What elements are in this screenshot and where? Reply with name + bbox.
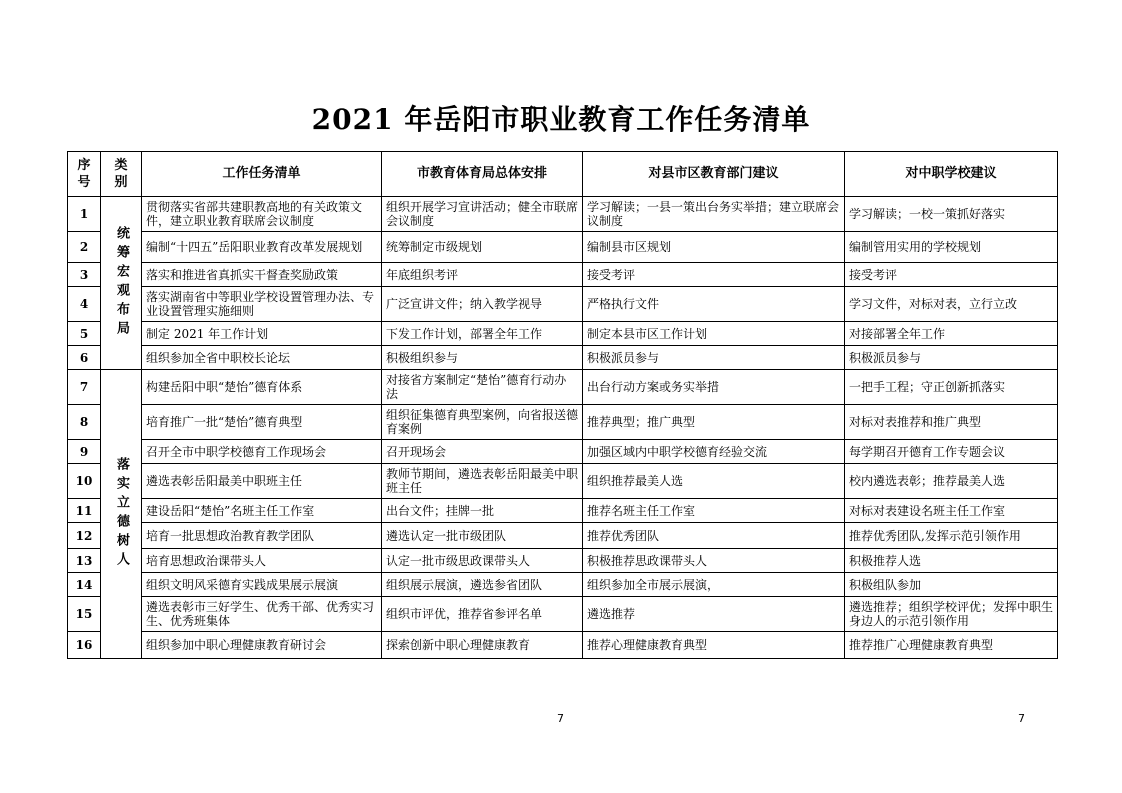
task-cell: 组织参加中职心理健康教育研讨会 bbox=[142, 632, 382, 659]
school-suggestion-cell: 遴选推荐；组织学校评优；发挥中职生身边人的示范引领作用 bbox=[845, 597, 1058, 632]
row-number: 8 bbox=[68, 405, 101, 440]
county-suggestion-cell: 加强区域内中职学校德育经验交流 bbox=[583, 440, 845, 464]
document-title: 2021 年岳阳市职业教育工作任务清单 bbox=[311, 103, 811, 136]
task-cell: 编制“十四五”岳阳职业教育改革发展规划 bbox=[142, 232, 382, 263]
row-number: 11 bbox=[68, 499, 101, 523]
table-row bbox=[68, 232, 1058, 263]
city-arrangement-cell: 探索创新中职心理健康教育 bbox=[382, 632, 583, 659]
task-cell: 遴选表彰市三好学生、优秀干部、优秀实习生、优秀班集体 bbox=[142, 597, 382, 632]
header-city: 市教育体育局总体安排 bbox=[382, 152, 583, 197]
school-suggestion-cell: 积极组队参加 bbox=[845, 573, 1058, 597]
task-cell: 落实湖南省中等职业学校设置管理办法、专业设置管理实施细则 bbox=[142, 287, 382, 322]
table-row bbox=[68, 197, 1058, 232]
county-suggestion-cell: 制定本县市区工作计划 bbox=[583, 322, 845, 346]
task-cell: 培育一批思想政治教育教学团队 bbox=[142, 523, 382, 549]
city-arrangement-cell: 年底组织考评 bbox=[382, 263, 583, 287]
table-header-row bbox=[68, 152, 1058, 197]
county-suggestion-cell: 推荐名班主任工作室 bbox=[583, 499, 845, 523]
task-cell: 构建岳阳中职“楚怡”德育体系 bbox=[142, 370, 382, 405]
header-county: 对县市区教育部门建议 bbox=[583, 152, 845, 197]
city-arrangement-cell: 统筹制定市级规划 bbox=[382, 232, 583, 263]
task-cell: 召开全市中职学校德育工作现场会 bbox=[142, 440, 382, 464]
row-number: 9 bbox=[68, 440, 101, 464]
county-suggestion-cell: 推荐心理健康教育典型 bbox=[583, 632, 845, 659]
task-cell: 培育推广一批“楚怡”德育典型 bbox=[142, 405, 382, 440]
table-row bbox=[68, 346, 1058, 370]
city-arrangement-cell: 召开现场会 bbox=[382, 440, 583, 464]
table-row bbox=[68, 370, 1058, 405]
row-number: 1 bbox=[68, 197, 101, 232]
row-number: 16 bbox=[68, 632, 101, 659]
row-number: 12 bbox=[68, 523, 101, 549]
table-row bbox=[68, 440, 1058, 464]
school-suggestion-cell: 校内遴选表彰；推荐最美人选 bbox=[845, 464, 1058, 499]
row-number: 10 bbox=[68, 464, 101, 499]
city-arrangement-cell: 教师节期间，遴选表彰岳阳最美中职班主任 bbox=[382, 464, 583, 499]
table-row bbox=[68, 322, 1058, 346]
city-arrangement-cell: 组织市评优，推荐省参评名单 bbox=[382, 597, 583, 632]
table-row bbox=[68, 263, 1058, 287]
task-cell: 组织参加全省中职校长论坛 bbox=[142, 346, 382, 370]
city-arrangement-cell: 认定一批市级思政课带头人 bbox=[382, 549, 583, 573]
row-number: 6 bbox=[68, 346, 101, 370]
header-school: 对中职学校建议 bbox=[845, 152, 1058, 197]
task-table bbox=[67, 151, 1058, 659]
task-cell: 落实和推进省真抓实干督查奖励政策 bbox=[142, 263, 382, 287]
school-suggestion-cell: 编制管用实用的学校规划 bbox=[845, 232, 1058, 263]
header-category: 类 别 bbox=[101, 152, 142, 197]
county-suggestion-cell: 组织推荐最美人选 bbox=[583, 464, 845, 499]
school-suggestion-cell: 一把手工程；守正创新抓落实 bbox=[845, 370, 1058, 405]
row-number: 3 bbox=[68, 263, 101, 287]
school-suggestion-cell: 对标对表推荐和推广典型 bbox=[845, 405, 1058, 440]
county-suggestion-cell: 遴选推荐 bbox=[583, 597, 845, 632]
task-cell: 建设岳阳“楚怡”名班主任工作室 bbox=[142, 499, 382, 523]
school-suggestion-cell: 积极派员参与 bbox=[845, 346, 1058, 370]
school-suggestion-cell: 对标对表建设名班主任工作室 bbox=[845, 499, 1058, 523]
table-row bbox=[68, 523, 1058, 549]
county-suggestion-cell: 严格执行文件 bbox=[583, 287, 845, 322]
county-suggestion-cell: 积极派员参与 bbox=[583, 346, 845, 370]
category-cell: 统筹宏观布局 bbox=[101, 197, 142, 370]
city-arrangement-cell: 广泛宣讲文件；纳入教学视导 bbox=[382, 287, 583, 322]
school-suggestion-cell: 积极推荐人选 bbox=[845, 549, 1058, 573]
city-arrangement-cell: 对接省方案制定“楚怡”德育行动办法 bbox=[382, 370, 583, 405]
row-number: 14 bbox=[68, 573, 101, 597]
table-row bbox=[68, 632, 1058, 659]
table-row bbox=[68, 549, 1058, 573]
school-suggestion-cell: 推荐优秀团队,发挥示范引领作用 bbox=[845, 523, 1058, 549]
school-suggestion-cell: 推荐推广心理健康教育典型 bbox=[845, 632, 1058, 659]
county-suggestion-cell: 组织参加全市展示展演， bbox=[583, 573, 845, 597]
task-cell: 遴选表彰岳阳最美中职班主任 bbox=[142, 464, 382, 499]
city-arrangement-cell: 出台文件；挂牌一批 bbox=[382, 499, 583, 523]
category-cell: 落实立德树人 bbox=[101, 370, 142, 659]
table-row bbox=[68, 405, 1058, 440]
task-cell: 组织文明风采德育实践成果展示展演 bbox=[142, 573, 382, 597]
table-row bbox=[68, 287, 1058, 322]
city-arrangement-cell: 遴选认定一批市级团队 bbox=[382, 523, 583, 549]
row-number: 5 bbox=[68, 322, 101, 346]
page-number-center: 7 bbox=[557, 712, 564, 725]
task-cell: 制定 2021 年工作计划 bbox=[142, 322, 382, 346]
school-suggestion-cell: 学习解读；一校一策抓好落实 bbox=[845, 197, 1058, 232]
county-suggestion-cell: 积极推荐思政课带头人 bbox=[583, 549, 845, 573]
county-suggestion-cell: 编制县市区规划 bbox=[583, 232, 845, 263]
city-arrangement-cell: 积极组织参与 bbox=[382, 346, 583, 370]
city-arrangement-cell: 组织开展学习宣讲活动；健全市联席会议制度 bbox=[382, 197, 583, 232]
page-number-right: 7 bbox=[1018, 712, 1025, 725]
table-row bbox=[68, 499, 1058, 523]
school-suggestion-cell: 学习文件，对标对表，立行立改 bbox=[845, 287, 1058, 322]
table-row bbox=[68, 573, 1058, 597]
school-suggestion-cell: 每学期召开德育工作专题会议 bbox=[845, 440, 1058, 464]
county-suggestion-cell: 推荐典型；推广典型 bbox=[583, 405, 845, 440]
row-number: 7 bbox=[68, 370, 101, 405]
table-row bbox=[68, 464, 1058, 499]
county-suggestion-cell: 出台行动方案或务实举措 bbox=[583, 370, 845, 405]
task-cell: 贯彻落实省部共建职教高地的有关政策文件，建立职业教育联席会议制度 bbox=[142, 197, 382, 232]
row-number: 4 bbox=[68, 287, 101, 322]
row-number: 15 bbox=[68, 597, 101, 632]
row-number: 2 bbox=[68, 232, 101, 263]
task-cell: 培育思想政治课带头人 bbox=[142, 549, 382, 573]
table-row bbox=[68, 597, 1058, 632]
county-suggestion-cell: 推荐优秀团队 bbox=[583, 523, 845, 549]
county-suggestion-cell: 学习解读；一县一策出台务实举措；建立联席会议制度 bbox=[583, 197, 845, 232]
city-arrangement-cell: 组织展示展演，遴选参省团队 bbox=[382, 573, 583, 597]
city-arrangement-cell: 下发工作计划，部署全年工作 bbox=[382, 322, 583, 346]
row-number: 13 bbox=[68, 549, 101, 573]
city-arrangement-cell: 组织征集德育典型案例，向省报送德育案例 bbox=[382, 405, 583, 440]
school-suggestion-cell: 接受考评 bbox=[845, 263, 1058, 287]
school-suggestion-cell: 对接部署全年工作 bbox=[845, 322, 1058, 346]
header-seq: 序 号 bbox=[68, 152, 101, 197]
county-suggestion-cell: 接受考评 bbox=[583, 263, 845, 287]
header-task: 工作任务清单 bbox=[142, 152, 382, 197]
